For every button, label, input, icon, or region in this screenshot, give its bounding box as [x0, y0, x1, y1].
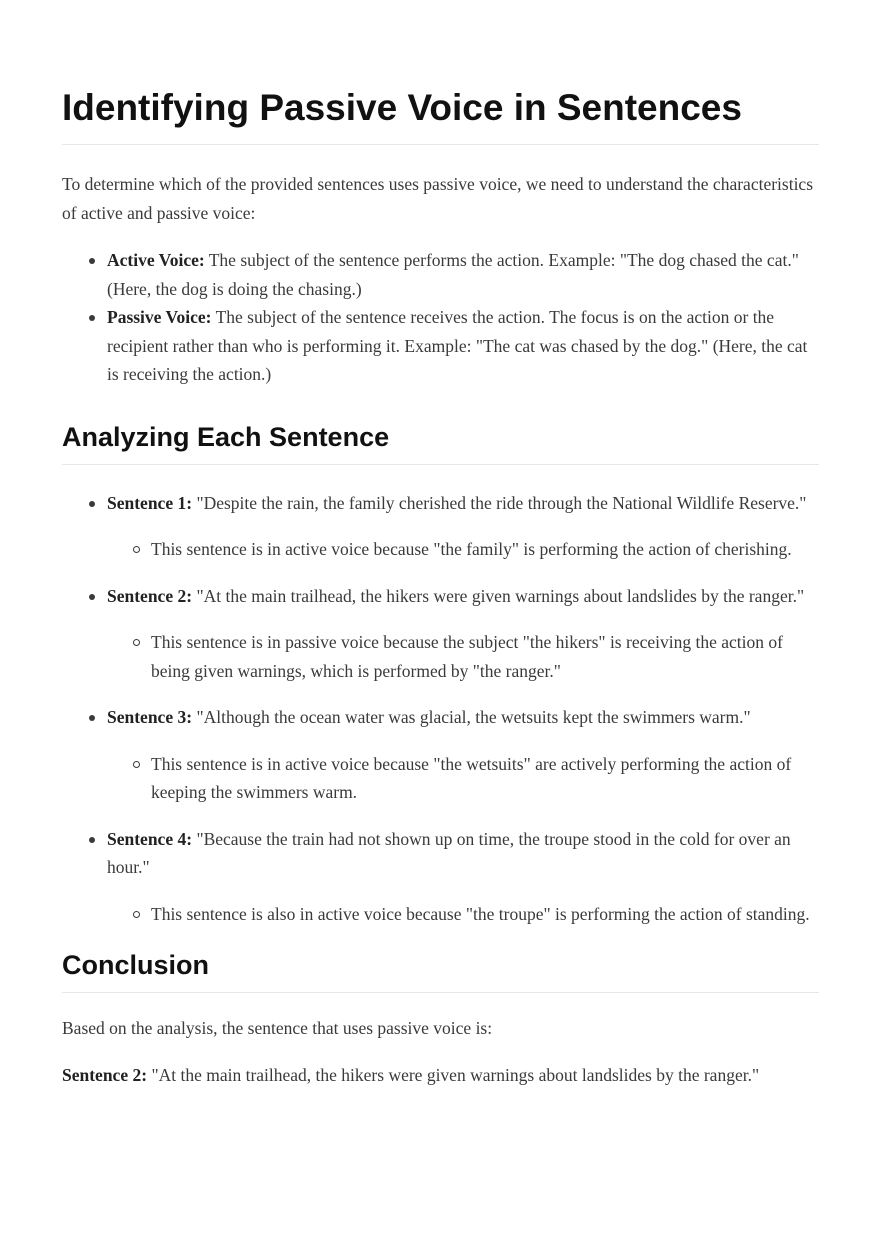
answer-label: Sentence 2: — [62, 1064, 148, 1085]
definition-active-voice — [107, 246, 819, 303]
analysis-heading: Analyzing Each Sentence — [62, 420, 819, 465]
sentence-quote: "Because the train had not shown up on time, the troupe stood in the cold for over an hour." — [107, 828, 791, 877]
sentence-explanation: This sentence is in passive voice because the subject "the hikers" is receiving the action of being given warnings, which is performed by "the ranger." — [151, 628, 819, 685]
answer-quote: "At the main trailhead, the hikers were given warnings about landslides by the ranger." — [147, 1064, 760, 1085]
definition-text: The subject of the sentence receives the action. The focus is on the action or the recipient rather than who is performing it. Example: "The cat was chased by the dog." (Here, the cat is receiving the action.) — [107, 307, 808, 384]
sentence-explanation-list — [107, 750, 819, 807]
intro-paragraph: To determine which of the provided sentences uses passive voice, we need to understand the characteristics of active and passive voice: — [62, 174, 814, 223]
sentence-item-2 — [107, 582, 819, 686]
page-title: Identifying Passive Voice in Sentences — [62, 86, 819, 145]
sentence-label: Sentence 4: — [107, 828, 193, 849]
sentence-explanation-list — [107, 900, 819, 929]
sentence-explanation: This sentence is in active voice because "the family" is performing the action of cherishing. — [151, 535, 819, 564]
sentence-item-1 — [107, 489, 819, 564]
conclusion-answer — [62, 1061, 819, 1090]
definition-term: Passive Voice: — [107, 307, 212, 327]
conclusion-text: Based on the analysis, the sentence that uses passive voice is: — [62, 1018, 493, 1038]
sentence-quote: "Although the ocean water was glacial, the wetsuits kept the swimmers warm." — [192, 707, 751, 727]
sentence-explanation-list — [107, 628, 819, 685]
sentence-label: Sentence 1: — [107, 492, 193, 513]
sentence-explanation: This sentence is in active voice because "the wetsuits" are actively performing the action of keeping the swimmers warm. — [151, 750, 819, 807]
conclusion-heading: Conclusion — [62, 948, 819, 993]
voice-definitions-list — [62, 246, 819, 389]
sentence-label: Sentence 3: — [107, 707, 193, 727]
definition-text: The subject of the sentence performs the action. Example: "The dog chased the cat." (Here, the dog is doing the chasing.) — [107, 250, 799, 299]
sentence-item-4 — [107, 825, 819, 929]
sentence-explanation-list — [107, 535, 819, 564]
definition-term: Active Voice: — [107, 250, 205, 270]
sentence-label: Sentence 2: — [107, 585, 193, 606]
sentence-quote: "At the main trailhead, the hikers were given warnings about landslides by the ranger." — [192, 585, 805, 606]
document-page — [62, 0, 819, 1089]
sentence-quote: "Despite the rain, the family cherished the ride through the National Wildlife Reserve." — [192, 492, 807, 513]
sentence-explanation: This sentence is also in active voice because "the troupe" is performing the action of standing. — [151, 900, 819, 929]
sentence-analysis-list — [62, 489, 819, 929]
definition-passive-voice — [107, 303, 819, 389]
sentence-item-3 — [107, 703, 819, 807]
